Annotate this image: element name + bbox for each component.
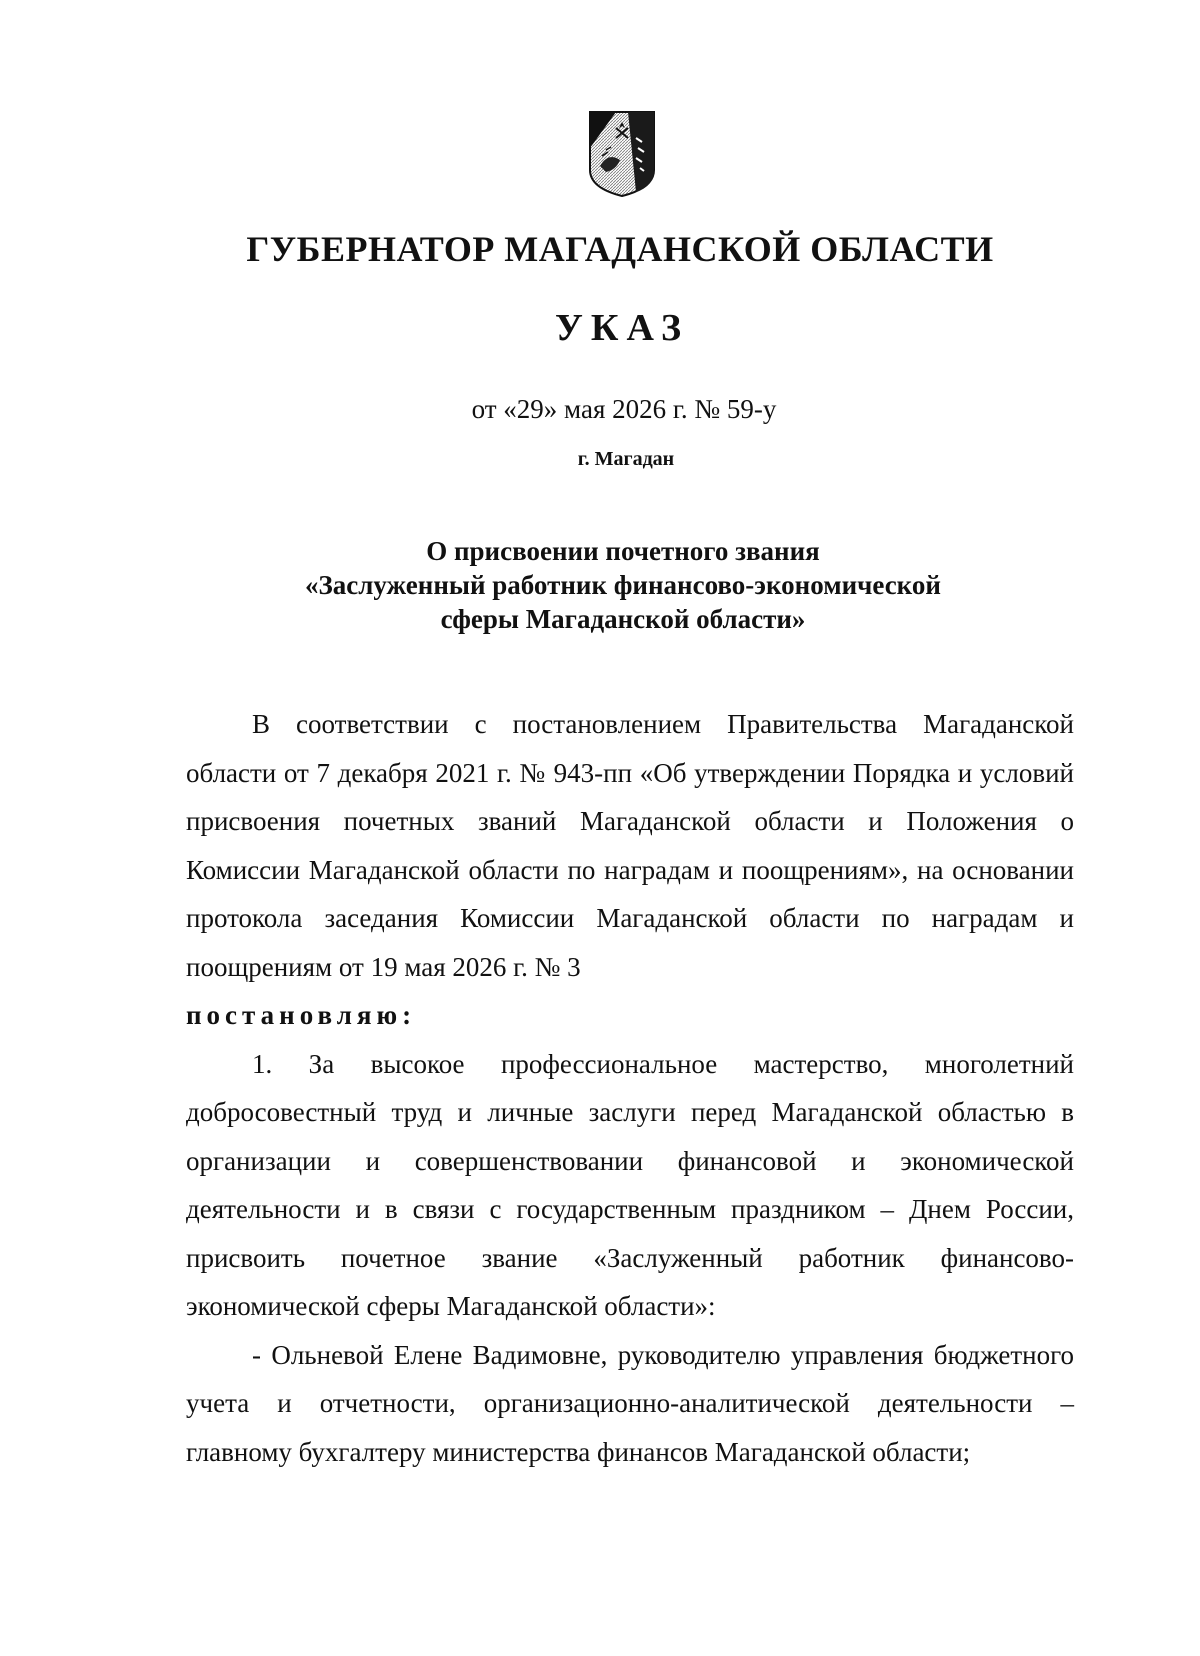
subject-line-2: «Заслуженный работник финансово-экономической	[305, 570, 941, 600]
subject-line-3: сферы Магаданской области»	[440, 604, 806, 634]
document-body	[186, 700, 1074, 1476]
date-number: от «29» мая 2026 г. № 59-у	[471, 394, 777, 424]
subject-line-1: О присвоении почетного звания	[426, 536, 820, 566]
issuer-title: ГУБЕРНАТОР МАГАДАНСКОЙ ОБЛАСТИ	[246, 229, 994, 269]
city: г. Магадан	[577, 448, 675, 470]
decree-word: постановляю:	[186, 1000, 417, 1030]
decree-subject	[46, 534, 1200, 636]
document-type: УКАЗ	[555, 307, 689, 349]
coat-of-arms-icon	[586, 108, 658, 198]
preamble-paragraph: В соответствии с постановлением Правительства Магаданской области от 7 декабря 2021 г. № 943-пп «Об утверждении Порядка и условий присвоения почетных званий Магаданской области и Положения о Комиссии Магаданской области по наградам и поощрениям», на основании протокола заседания Комиссии Магаданской области по наградам и поощрениям от 19 мая 2026 г. № 3	[186, 709, 1074, 982]
item-1-paragraph: 1. За высокое профессиональное мастерство, многолетний добросовестный труд и личные заслуги перед Магаданской областью в организации и совершенствовании финансовой и экономической деятельности и в связи с государственным праздником – Днем России, присвоить почетное звание «Заслуженный работник финансово-экономической сферы Магаданской области»:	[186, 1048, 1074, 1321]
recipient-paragraph: - Ольневой Елене Вадимовне, руководителю управления бюджетного учета и отчетности, организационно-аналитической деятельности – главному бухгалтеру министерства финансов Магаданской области;	[186, 1339, 1074, 1467]
